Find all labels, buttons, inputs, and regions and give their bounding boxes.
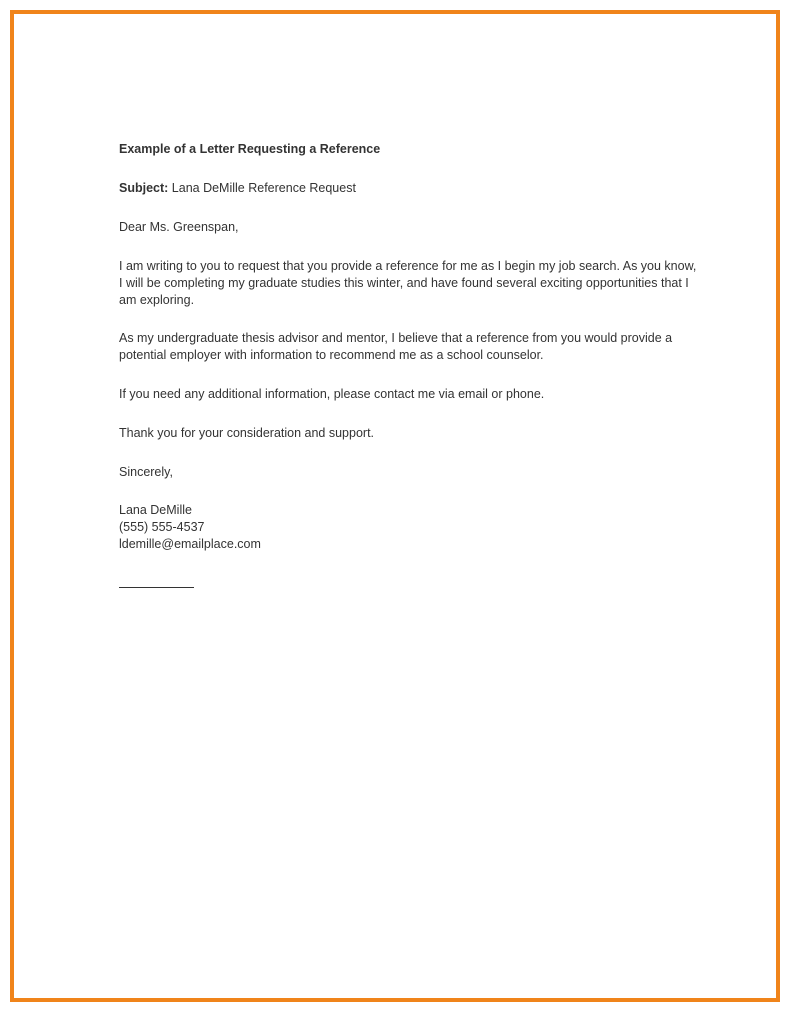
paragraph-1: [119, 258, 719, 309]
closing: Sincerely,: [119, 465, 173, 479]
signature-email: ldemille@emailplace.com: [119, 537, 261, 551]
page-frame: [10, 10, 780, 1002]
subject-line: [119, 180, 356, 197]
letter-heading: Example of a Letter Requesting a Reference: [119, 142, 381, 156]
paragraph-1-line-3: am exploring.: [119, 293, 195, 307]
signature-block: [119, 502, 261, 553]
signature-phone: (555) 555-4537: [119, 520, 205, 534]
paragraph-1-line-1: I am writing to you to request that you provide a reference for me as I begin my job search. As you know,: [119, 259, 697, 273]
paragraph-3: If you need any additional information, please contact me via email or phone.: [119, 387, 545, 401]
subject-value: Lana DeMille Reference Request: [171, 181, 356, 195]
subject-label: Subject:: [119, 181, 169, 195]
paragraph-2: [119, 330, 719, 364]
paragraph-1-line-2: I will be completing my graduate studies this winter, and have found several exciting opportunities that I: [119, 276, 689, 290]
greeting: Dear Ms. Greenspan,: [119, 220, 239, 234]
paragraph-2-line-1: As my undergraduate thesis advisor and mentor, I believe that a reference from you would provide a: [119, 331, 673, 345]
paragraph-4: Thank you for your consideration and support.: [119, 426, 375, 440]
signature-name: Lana DeMille: [119, 503, 192, 517]
paragraph-2-line-2: potential employer with information to recommend me as a school counselor.: [119, 348, 544, 362]
signature-line: [119, 587, 194, 588]
